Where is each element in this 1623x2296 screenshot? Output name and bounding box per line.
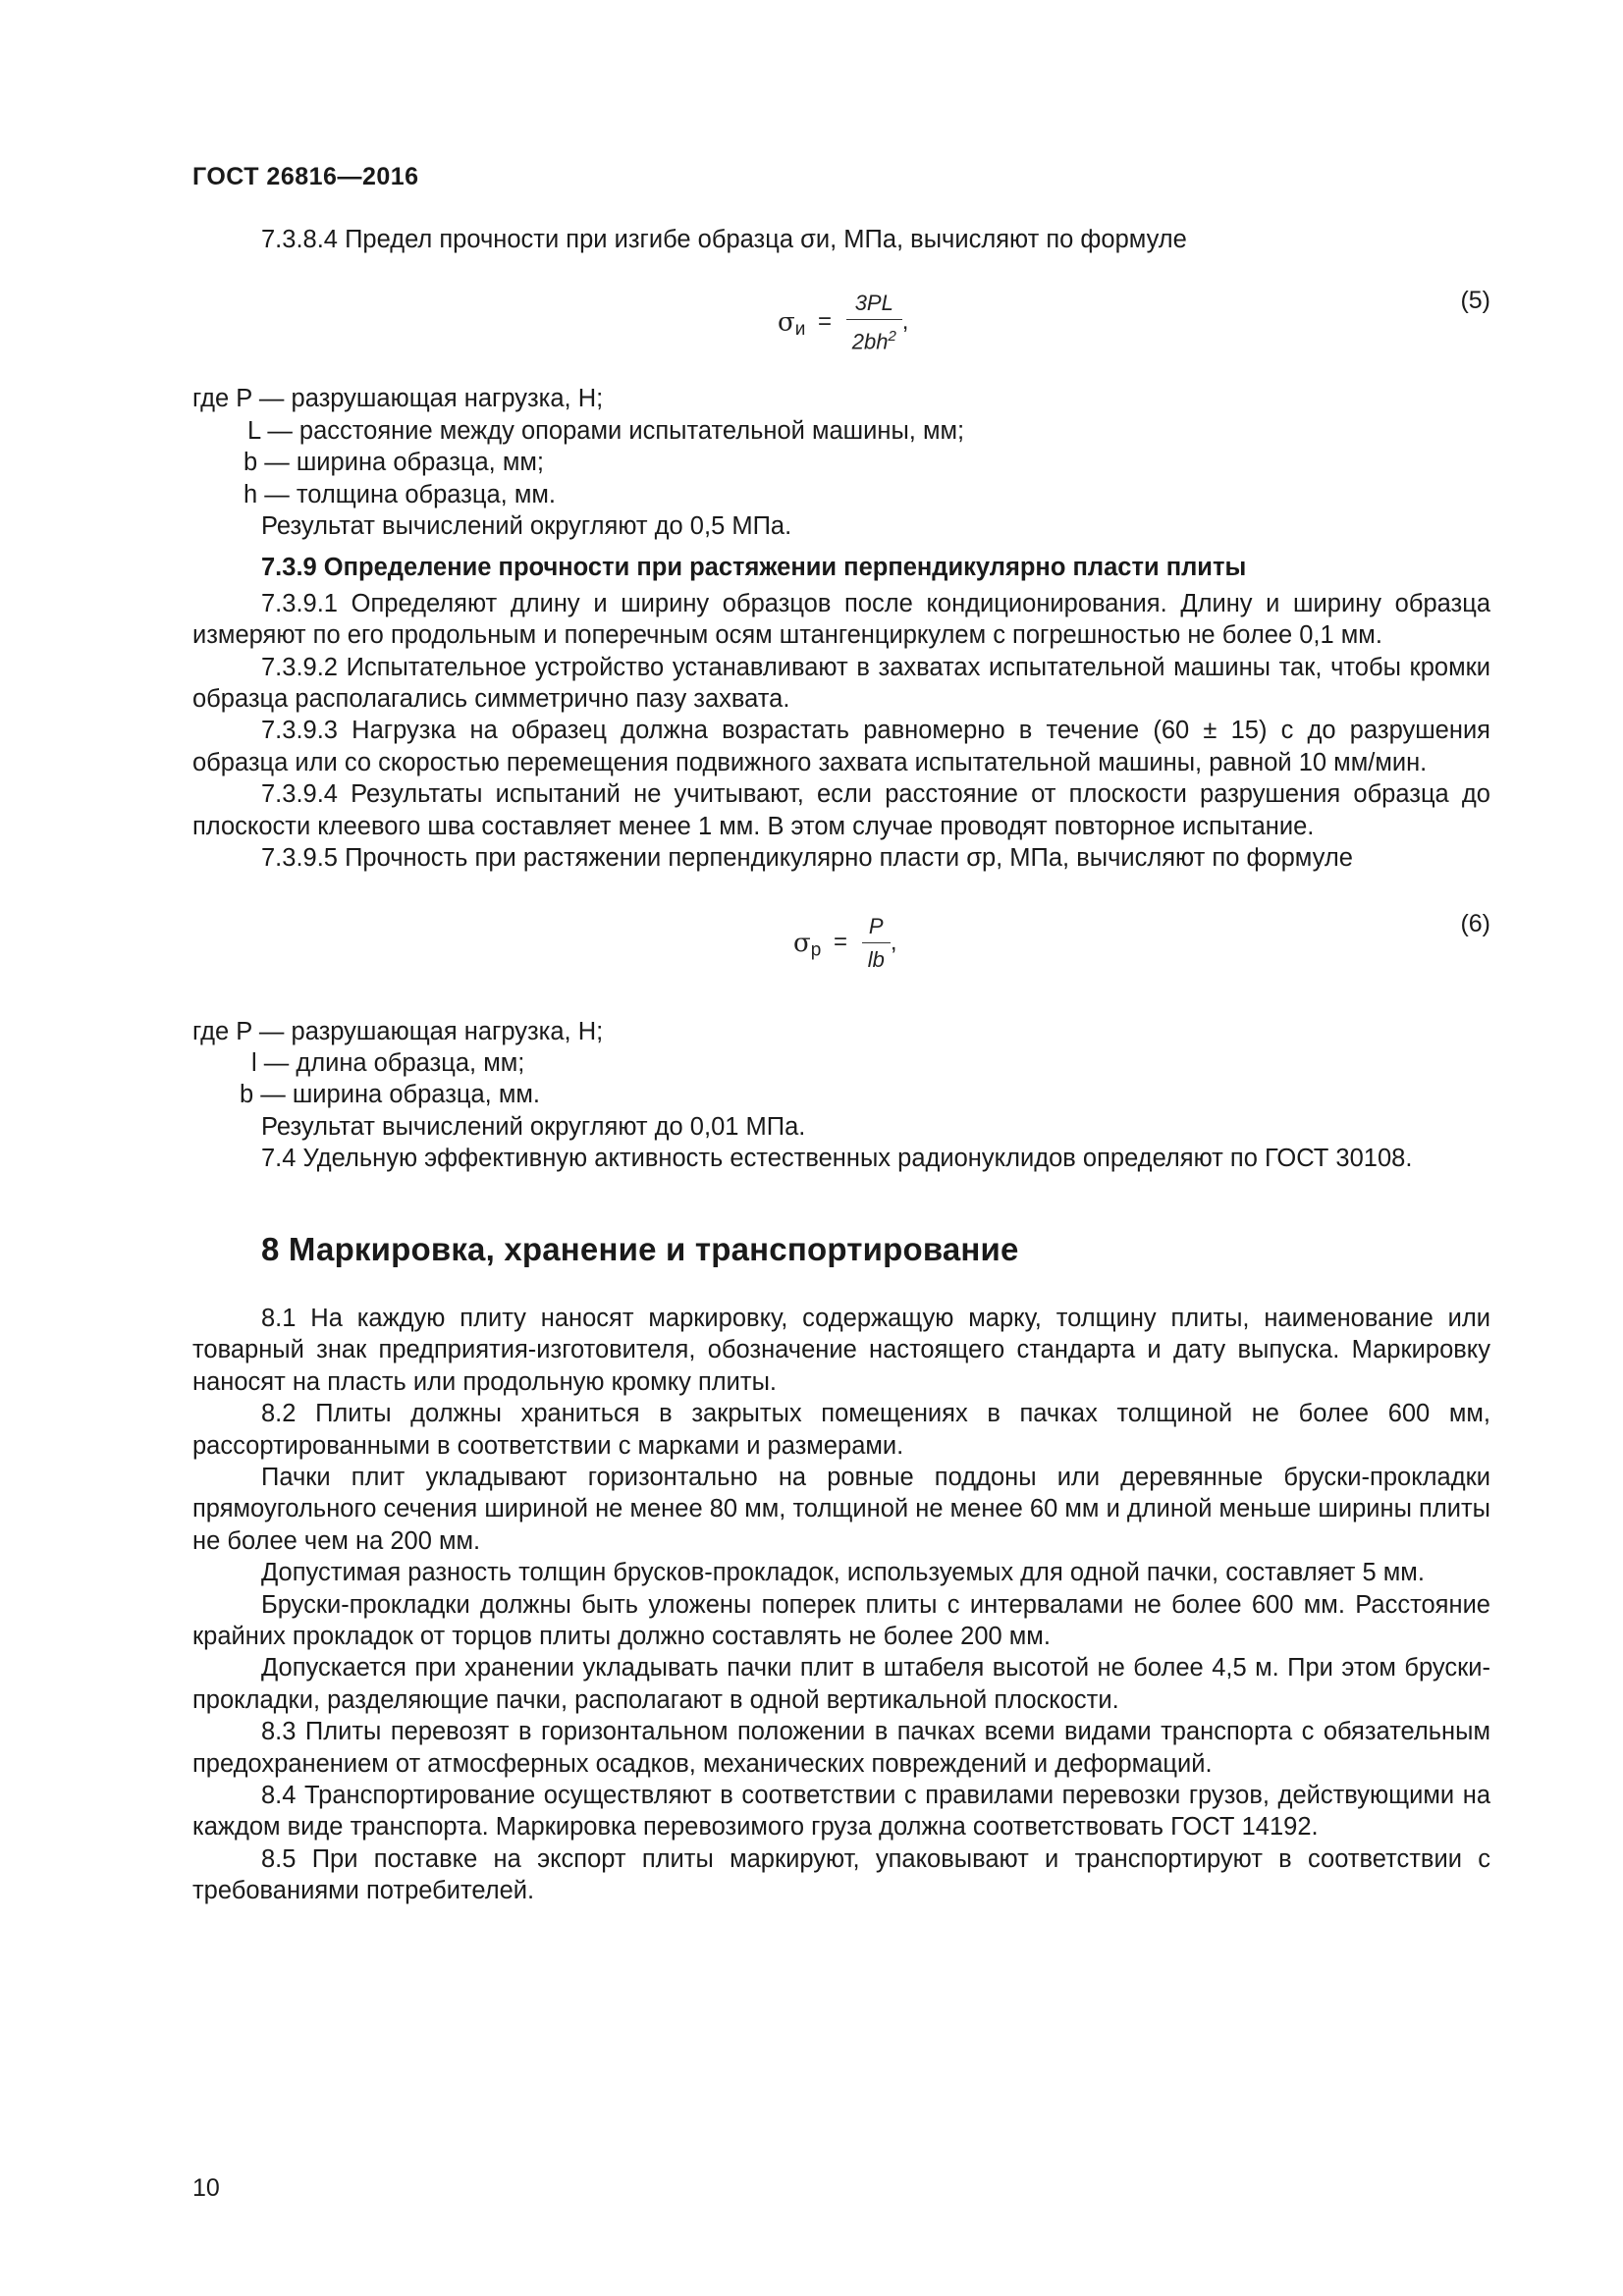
paragraph-7-3-9-4: 7.3.9.4 Результаты испытаний не учитывают, если расстояние от плоскости разрушения образца до плоскости клеевого шва составляет менее 1 мм. В этом случае проводят повторное испытание. [192, 780, 1490, 840]
result-note-5: Результат вычислений округляют до 0,5 МПа. [261, 512, 792, 541]
result-note-6: Результат вычислений округляют до 0,01 МПа. [261, 1112, 806, 1141]
formula-6-expression: $\sigma_р$ = $\frac{P}{lb}$ , [793, 912, 896, 975]
formula-6-sigma: σ [793, 928, 811, 958]
formula-5-number: (5) [1460, 287, 1490, 315]
paragraph-8-4: 8.4 Транспортирование осуществляют в соответствии с правилами перевозки грузов, действующими на каждом виде транспорта. Маркировка перевозимого груза должна соответствовать ГОСТ 14192. [192, 1782, 1490, 1842]
paragraph-8-2-d: Допускается при хранении укладывать пачки плит в штабеля высотой не более 4,5 м. При этом бруски-прокладки, разделяющие пачки, располагают в одной вертикальной плоскости. [192, 1654, 1490, 1714]
section-title-8: 8 Маркировка, хранение и транспортирование [261, 1230, 1019, 1267]
formula-5-denominator: $2bh^2$ [851, 328, 896, 354]
definition-h: h — толщина образца, мм. [243, 480, 556, 508]
document-body [192, 224, 1490, 1907]
formula-5-sigma: σ [778, 307, 795, 338]
subsection-heading-7-3-9: 7.3.9 Определение прочности при растяжении перпендикулярно пласти плиты [261, 554, 1247, 582]
paragraph-7-3-9-1: 7.3.9.1 Определяют длину и ширину образцов после кондиционирования. Длину и ширину образца измеряют по его продольным и поперечным осям штангенциркулем с погрешностью не более 0,1 мм. [192, 589, 1490, 650]
paragraph-8-2-b: Допустимая разность толщин брусков-прокладок, используемых для одной пачки, составляет 5 мм. [261, 1559, 1425, 1587]
document-header: ГОСТ 26816—2016 [192, 163, 419, 190]
formula-5 [192, 275, 1490, 373]
paragraph-8-1: 8.1 На каждую плиту наносят маркировку, содержащую марку, толщину плиты, наименование или товарный знак предприятия-изготовителя, обозначение настоящего стандарта и дату выпуска. Маркировку наносят на пласть или продольную кромку плиты. [192, 1304, 1490, 1396]
formula-6-number: (6) [1460, 909, 1490, 937]
formula-5-expression: $\sigma_и$ = $\frac{3PL}{2bh^2}$ , [778, 289, 908, 356]
paragraph-7-3-9-5: 7.3.9.5 Прочность при растяжении перпендикулярно пласти σр, МПа, вычисляют по формуле [261, 844, 1353, 873]
definition-l: l — длина образца, мм; [251, 1048, 525, 1077]
formula-6-numerator: P [862, 912, 891, 943]
formula-6-denominator: lb [867, 946, 885, 972]
paragraph-7-3-9-3: 7.3.9.3 Нагрузка на образец должна возрастать равномерно в течение (60 ± 15) с до разрушения образца или со скоростью перемещения подвижного захвата испытательной машины, равной 10 мм/мин. [192, 717, 1490, 776]
paragraph-7-4: 7.4 Удельную эффективную активность естественных радионуклидов определяют по ГОСТ 30108. [261, 1145, 1413, 1173]
where-intro-5: где P — разрушающая нагрузка, Н; [192, 385, 604, 413]
paragraph-8-2: 8.2 Плиты должны храниться в закрытых помещениях в пачках толщиной не более 600 мм, рассортированными в соответствии с марками и размерами. [192, 1400, 1490, 1460]
definition-b: b — ширина образца, мм; [243, 449, 544, 477]
formula-5-numerator: 3PL [846, 289, 902, 320]
where-intro-6: где P — разрушающая нагрузка, Н; [192, 1017, 604, 1045]
definition-L: L — расстояние между опорами испытательной машины, мм; [247, 416, 965, 445]
paragraph-8-5: 8.5 При поставке на экспорт плиты маркируют, упаковывают и транспортируют в соответствии с требованиями потребителей. [192, 1844, 1490, 1905]
formula-5-subscript: и [794, 319, 806, 341]
paragraph-7-3-9-2: 7.3.9.2 Испытательное устройство устанавливают в захватах испытательной машины так, чтобы кромки образца располагались симметрично пазу захвата. [192, 653, 1490, 714]
formula-6-subscript: р [810, 938, 822, 960]
paragraph-8-2-a: Пачки плит укладывают горизонтально на ровные поддоны или деревянные бруски-прокладки прямоугольного сечения шириной не менее 80 мм, толщиной не менее 60 мм и длиной меньше ширины плиты не более чем на 200 мм. [192, 1463, 1490, 1555]
page-number: 10 [192, 2174, 220, 2202]
paragraph-7-3-8-4: 7.3.8.4 Предел прочности при изгибе образца σи, МПа, вычисляют по формуле [261, 226, 1187, 253]
paragraph-8-2-c: Бруски-прокладки должны быть уложены поперек плиты с интервалами не более 600 мм. Расстояние крайних прокладок от торцов плиты должно составлять не более 200 мм. [192, 1590, 1490, 1650]
formula-5-fraction [846, 289, 902, 356]
formula-6 [192, 898, 1490, 1006]
formula-6-fraction [862, 912, 891, 975]
paragraph-8-3: 8.3 Плиты перевозят в горизонтальном положении в пачках всеми видами транспорта с обязательным предохранением от атмосферных осадков, механических повреждений и деформаций. [192, 1718, 1490, 1778]
definition-b-2: b — ширина образца, мм. [240, 1081, 540, 1109]
